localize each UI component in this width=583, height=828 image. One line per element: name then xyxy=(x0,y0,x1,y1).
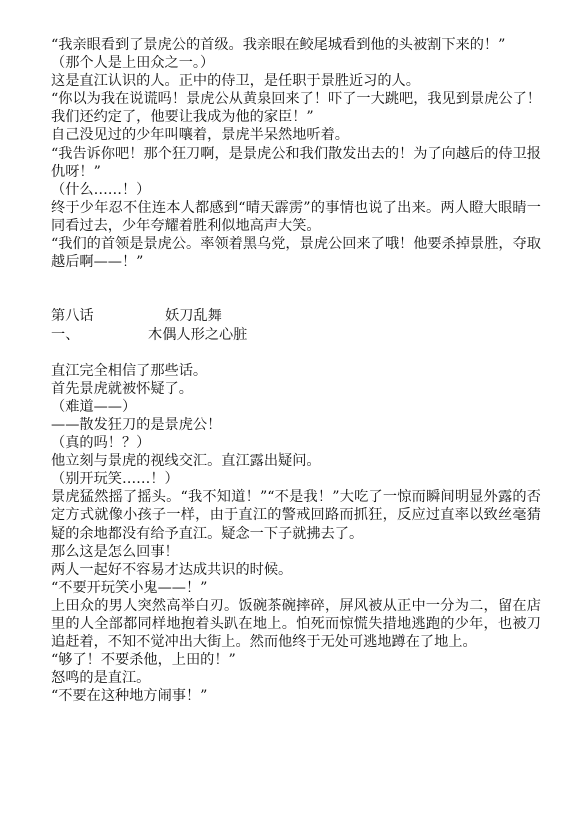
paragraph: “不要开玩笑小鬼——！” xyxy=(51,579,208,596)
paragraph: 两人一起好不容易才达成共识的时候。 xyxy=(51,561,293,578)
paragraph: “我告诉你吧！那个狂刀啊，是景虎公和我们散发出去的！为了向越后的侍卫报仇呀！” xyxy=(51,145,541,180)
chapter-title: 妖刀乱舞 xyxy=(165,308,222,325)
paragraph: 那么这是怎么回事！ xyxy=(51,543,179,560)
paragraph: 首先景虎就被怀疑了。 xyxy=(51,380,193,397)
paragraph: 这是直江认识的人。正中的侍卫，是任职于景胜近习的人。 xyxy=(51,73,420,90)
text-block-1 xyxy=(51,36,541,271)
paragraph: “我亲眼看到了景虎公的首级。我亲眼在鲛尾城看到他的头被割下来的！” xyxy=(51,37,506,53)
text-block-2 xyxy=(51,362,541,706)
paragraph: “你以为我在说谎吗！景虎公从黄泉回来了！吓了一大跳吧，我见到景虎公了！我们还约定了，他要让我成为他的家臣！” xyxy=(51,91,541,126)
paragraph: （那个人是上田众之一。） xyxy=(51,55,215,72)
paragraph: （别开玩笑……！） xyxy=(51,471,179,488)
paragraph: （什么……！） xyxy=(51,181,151,198)
paragraph: 怒鸣的是直江。 xyxy=(51,670,151,687)
paragraph: “够了！不要杀他，上田的！” xyxy=(51,652,236,669)
section-number: 一、 xyxy=(51,326,80,343)
paragraph: 上田众的男人突然高举白刃。饭碗茶碗摔碎，屏风被从正中一分为二，留在店里的人全部都同样地抱着头趴在地上。怕死而惊慌失措地逃跑的少年，也被刀追赶着，不知不觉冲出大街上。然而他终于无处可逃地蹲在了地上。 xyxy=(51,597,541,651)
paragraph: 直江完全相信了那些话。 xyxy=(51,362,208,379)
section-title: 木偶人形之心脏 xyxy=(148,326,248,343)
chapter-number: 第八话 xyxy=(51,308,94,325)
spacer xyxy=(51,344,541,362)
paragraph: （难道——） xyxy=(51,398,137,415)
paragraph: “我们的首领是景虎公。率领着黑乌党，景虎公回来了哦！他要杀掉景胜，夺取越后啊——！” xyxy=(51,236,541,271)
spacer xyxy=(51,271,541,307)
paragraph: 景虎猛然摇了摇头。“我不知道！”“不是我！”大吃了一惊而瞬间明显外露的否定方式就像小孩子一样，由于直江的警戒回路而抓狂，反应过直率以致丝毫猜疑的余地都没有给予直江。疑念一下子就拂去了。 xyxy=(51,489,541,542)
paragraph: 终于少年忍不住连本人都感到“晴天霹雳”的事情也说了出来。两人瞪大眼睛一同看过去，少年夸耀着胜利似地高声大笑。 xyxy=(51,199,541,234)
section-heading xyxy=(51,326,541,344)
paragraph: ——散发狂刀的是景虎公！ xyxy=(51,416,222,433)
paragraph: “不要在这种地方闹事！” xyxy=(51,688,208,705)
document-page xyxy=(51,36,541,705)
paragraph: 自己没见过的少年叫嚷着，景虎半呆然地听着。 xyxy=(51,127,349,144)
chapter-heading xyxy=(51,307,541,325)
paragraph: （真的吗！？） xyxy=(51,435,151,452)
paragraph: 他立刻与景虎的视线交汇。直江露出疑问。 xyxy=(51,453,321,470)
